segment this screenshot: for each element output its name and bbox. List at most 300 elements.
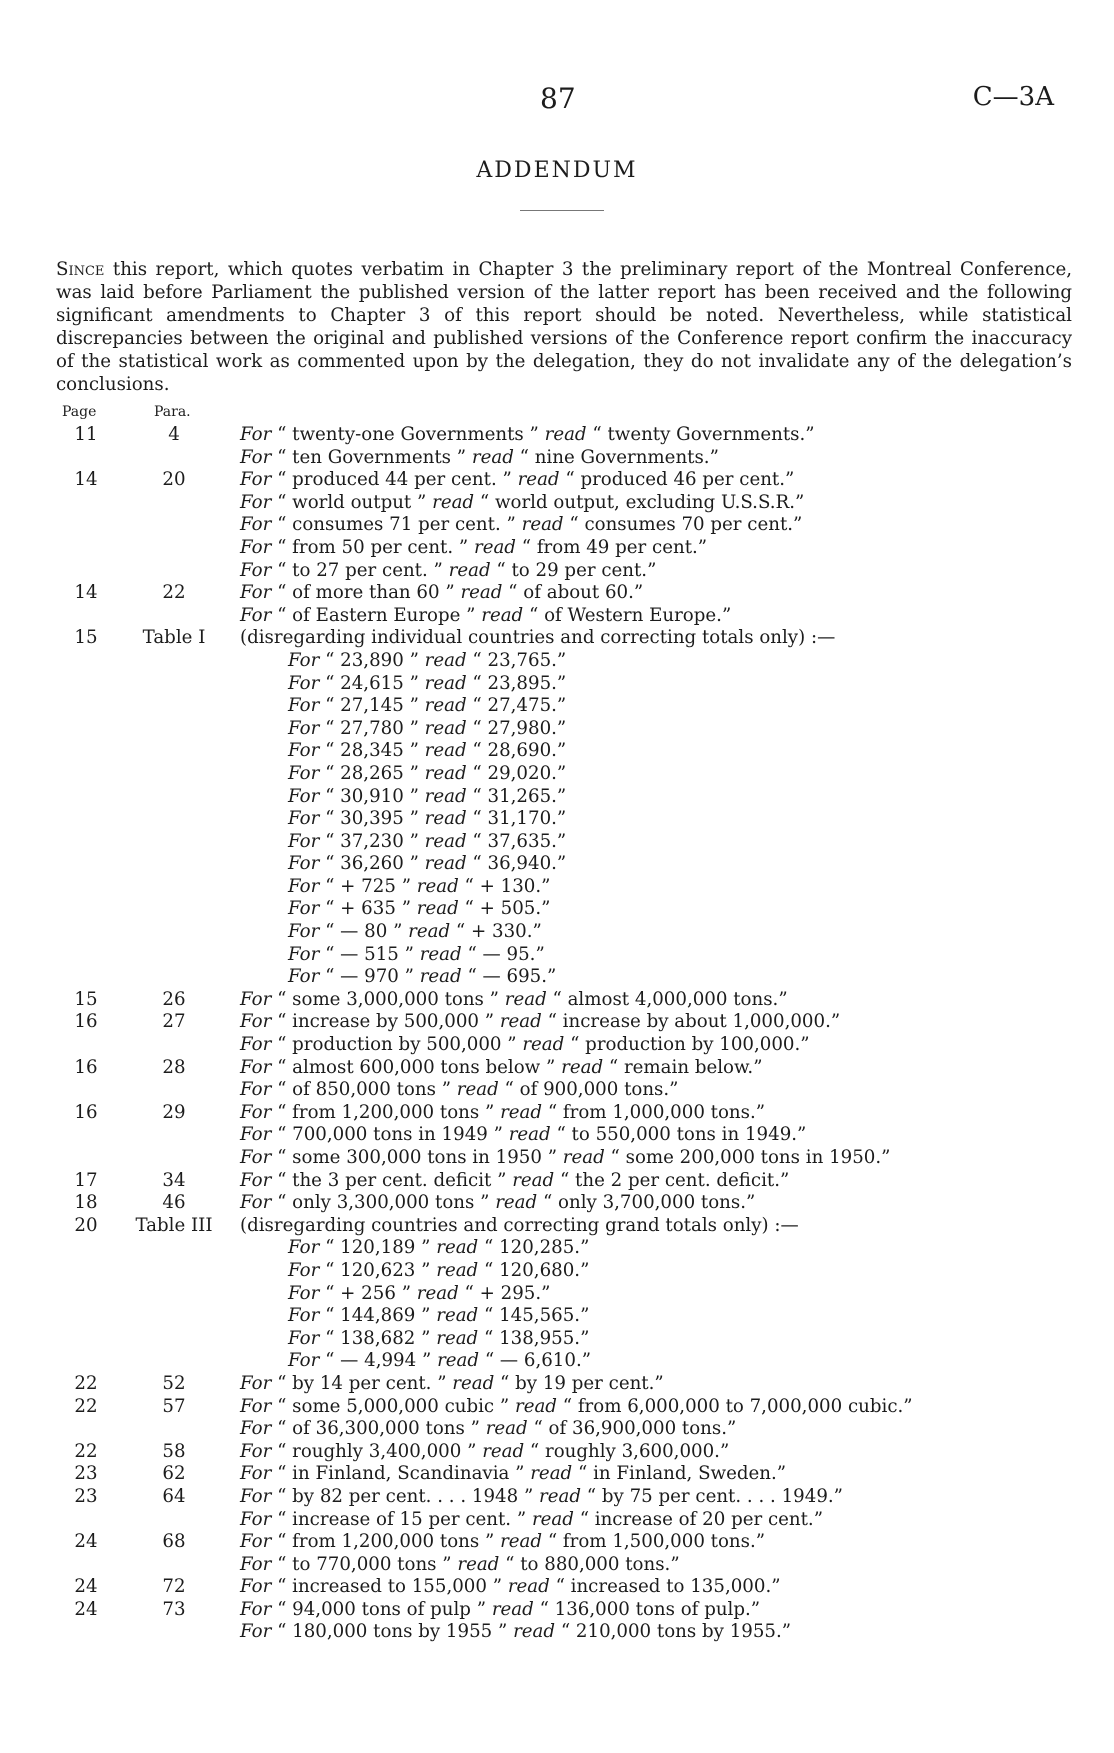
amendment-line — [56, 695, 1072, 718]
entry-para: 72 — [162, 1576, 186, 1598]
corrected-text: + 330. — [470, 921, 533, 943]
correction-text: For “ + 635 ” read “ + 505.” — [288, 898, 551, 920]
entry-page: 16 — [74, 1056, 98, 1078]
for-word: For — [240, 1147, 272, 1168]
for-word: For — [240, 1124, 272, 1146]
entry-page: 17 — [74, 1169, 98, 1191]
corrected-text: 37,635. — [487, 830, 557, 852]
amendment-entry — [56, 1463, 1072, 1486]
read-word: read — [424, 740, 467, 762]
correction-text: For “ 138,682 ” read “ 138,955.” — [288, 1327, 590, 1349]
original-text: from 1,200,000 tons — [292, 1531, 480, 1553]
amendment-line — [56, 1034, 1072, 1057]
read-word: read — [419, 943, 462, 965]
for-word: For — [240, 1576, 272, 1598]
read-word: read — [530, 1463, 573, 1485]
read-word: read — [513, 1621, 556, 1643]
corrected-text: 31,170. — [487, 808, 557, 830]
correction-text: For “ 120,623 ” read “ 120,680.” — [288, 1259, 590, 1281]
read-word: read — [562, 1147, 605, 1168]
corrected-text: 31,265. — [487, 785, 557, 807]
corrected-text: almost 4,000,000 tons. — [567, 988, 779, 1010]
amendment-line — [56, 627, 1072, 650]
amendment-entry — [56, 1599, 1072, 1644]
amendment-line — [56, 1621, 1072, 1644]
for-word: For — [240, 604, 272, 626]
corrected-text: 145,565. — [499, 1305, 581, 1327]
for-word: For — [240, 469, 272, 491]
amendment-line — [56, 1147, 1072, 1170]
original-text: increase of 15 per cent. — [292, 1508, 512, 1530]
amendment-line — [56, 718, 1072, 741]
entry-para: 28 — [162, 1056, 186, 1078]
read-word: read — [416, 875, 459, 897]
for-word: For — [240, 1372, 272, 1394]
amendment-entry — [56, 582, 1072, 627]
correction-text: For “ 36,260 ” read “ 36,940.” — [288, 853, 567, 875]
original-text: in Finland, Scandinavia — [292, 1463, 510, 1485]
entry-para: 64 — [162, 1485, 186, 1507]
original-text: + 725 — [340, 875, 396, 897]
amendment-entry — [56, 1102, 1072, 1170]
corrected-text: remain below. — [623, 1056, 754, 1078]
read-word: read — [416, 898, 459, 920]
corrected-text: production by 100,000. — [585, 1034, 801, 1056]
original-text: to 770,000 tons — [292, 1553, 437, 1575]
correction-text: For “ — 515 ” read “ — 95.” — [288, 943, 545, 965]
entry-para: 68 — [162, 1531, 186, 1553]
correction-text: For “ — 970 ” read “ — 695.” — [288, 966, 557, 988]
correction-text: For “ of more than 60 ” read “ of about 60.” — [240, 582, 644, 604]
read-word: read — [508, 1124, 551, 1146]
amendment-entry — [56, 1215, 1072, 1373]
corrected-text: roughly 3,600,000. — [545, 1440, 720, 1462]
entry-page: 15 — [74, 988, 98, 1010]
entry-para: Table III — [135, 1214, 213, 1236]
amendment-line — [56, 1599, 1072, 1622]
original-text: 138,682 — [340, 1327, 416, 1349]
read-word: read — [424, 830, 467, 852]
amendment-line — [56, 1509, 1072, 1532]
entry-page: 22 — [74, 1440, 98, 1462]
for-word: For — [240, 514, 272, 536]
amendment-line — [56, 1215, 1072, 1238]
original-text: 120,623 — [340, 1259, 416, 1281]
original-text: 94,000 tons of pulp — [292, 1598, 471, 1620]
for-word: For — [288, 717, 320, 739]
amendment-line — [56, 1283, 1072, 1306]
correction-text: For “ some 3,000,000 tons ” read “ almost 4,000,000 tons.” — [240, 988, 788, 1010]
entry-para: 62 — [162, 1463, 186, 1485]
column-header-page: Page — [62, 404, 97, 420]
read-word: read — [436, 1327, 479, 1349]
entry-page: 16 — [74, 1011, 98, 1033]
for-word: For — [288, 921, 320, 943]
document-reference: C—3A — [972, 82, 1054, 112]
for-word: For — [288, 875, 320, 897]
entry-para: 57 — [162, 1395, 186, 1417]
read-word: read — [481, 604, 524, 626]
entry-page: 22 — [74, 1395, 98, 1417]
original-text: 700,000 tons in 1949 — [292, 1124, 488, 1146]
corrected-text: some 200,000 tons in 1950. — [625, 1147, 882, 1168]
read-word: read — [424, 785, 467, 807]
original-text: the 3 per cent. deficit — [292, 1169, 492, 1191]
for-word: For — [240, 1598, 272, 1620]
table-note: (disregarding countries and correcting grand totals only) :— — [240, 1214, 799, 1236]
amendment-entry — [56, 1531, 1072, 1576]
original-text: of more than 60 — [292, 582, 440, 604]
amendment-line — [56, 1102, 1072, 1125]
amendment-entry — [56, 1170, 1072, 1193]
for-word: For — [240, 1463, 272, 1485]
correction-text: For “ 27,780 ” read “ 27,980.” — [288, 717, 567, 739]
corrected-text: 120,680. — [499, 1259, 581, 1281]
title-divider — [520, 210, 604, 211]
corrected-text: 27,475. — [487, 695, 557, 717]
amendment-line — [56, 1328, 1072, 1351]
original-text: 30,395 — [340, 808, 404, 830]
read-word: read — [495, 1192, 538, 1214]
for-word: For — [288, 1350, 320, 1372]
amendment-entry — [56, 1441, 1072, 1464]
amendment-line — [56, 1350, 1072, 1373]
for-word: For — [240, 1101, 272, 1123]
entry-para: 46 — [162, 1192, 186, 1214]
corrected-text: + 130. — [479, 875, 542, 897]
amendment-line — [56, 1079, 1072, 1102]
amendment-entry — [56, 1373, 1072, 1396]
corrected-text: of about 60. — [523, 582, 634, 604]
correction-text: For “ ten Governments ” read “ nine Governments.” — [240, 446, 719, 468]
entry-para: 58 — [162, 1440, 186, 1462]
amendment-line — [56, 989, 1072, 1012]
for-word: For — [288, 830, 320, 852]
original-text: by 82 per cent. . . . 1948 — [292, 1485, 519, 1507]
for-word: For — [288, 1327, 320, 1349]
amendment-line — [56, 1170, 1072, 1193]
corrected-text: 28,690. — [487, 740, 557, 762]
corrected-text: 136,000 tons of pulp. — [554, 1598, 751, 1620]
for-word: For — [240, 559, 272, 581]
correction-text: For “ world output ” read “ world output, excluding U.S.S.R.” — [240, 491, 805, 513]
read-word: read — [452, 1372, 495, 1394]
original-text: 27,780 — [340, 717, 404, 739]
page-title: ADDENDUM — [476, 158, 638, 183]
read-word: read — [460, 582, 503, 604]
read-word: read — [507, 1576, 550, 1598]
for-word: For — [288, 762, 320, 784]
for-word: For — [240, 988, 272, 1010]
original-text: 28,265 — [340, 762, 404, 784]
corrected-text: from 6,000,000 to 7,000,000 cubic. — [577, 1395, 904, 1417]
read-word: read — [471, 446, 514, 468]
amendment-line — [56, 1192, 1072, 1215]
correction-text: For “ increased to 155,000 ” read “ increased to 135,000.” — [240, 1576, 781, 1598]
read-word: read — [416, 1282, 459, 1304]
entry-para: 26 — [162, 988, 186, 1010]
original-text: 30,910 — [340, 785, 404, 807]
amendment-entry — [56, 469, 1072, 582]
original-text: 180,000 tons by 1955 — [292, 1621, 493, 1643]
correction-text: For “ only 3,300,000 tons ” read “ only 3,700,000 tons.” — [240, 1192, 756, 1214]
original-text: + 256 — [340, 1282, 396, 1304]
amendment-line — [56, 1554, 1072, 1577]
correction-text: For “ from 1,200,000 tons ” read “ from 1,000,000 tons.” — [240, 1101, 766, 1123]
corrected-text: in Finland, Sweden. — [593, 1463, 777, 1485]
amendment-line — [56, 1373, 1072, 1396]
read-word: read — [432, 491, 475, 513]
for-word: For — [288, 695, 320, 717]
correction-text: For “ 180,000 tons by 1955 ” read “ 210,000 tons by 1955.” — [240, 1621, 792, 1643]
read-word: read — [491, 1598, 534, 1620]
read-word: read — [522, 1034, 565, 1056]
entry-para: Table I — [142, 627, 206, 649]
original-text: some 3,000,000 tons — [292, 988, 484, 1010]
entry-page: 14 — [74, 582, 98, 604]
read-word: read — [419, 966, 462, 988]
corrected-text: nine Governments. — [534, 446, 710, 468]
corrected-text: of 900,000 tons. — [519, 1079, 670, 1101]
read-word: read — [485, 1418, 528, 1440]
read-word: read — [515, 1395, 557, 1417]
amendment-entry — [56, 1396, 1072, 1441]
corrected-text: increase by about 1,000,000. — [562, 1011, 831, 1033]
entry-para: 29 — [162, 1101, 186, 1123]
entry-page: 16 — [74, 1101, 98, 1123]
original-text: production by 500,000 — [292, 1034, 502, 1056]
corrected-text: — 6,610. — [499, 1350, 582, 1372]
amendment-line — [56, 831, 1072, 854]
amendments-table — [56, 404, 1072, 1644]
amendment-line — [56, 673, 1072, 696]
correction-text: For “ in Finland, Scandinavia ” read “ in Finland, Sweden.” — [240, 1463, 787, 1485]
corrected-text: 120,285. — [499, 1237, 581, 1259]
corrected-text: the 2 per cent. deficit. — [575, 1169, 781, 1191]
entry-page: 14 — [74, 469, 98, 491]
amendment-line — [56, 966, 1072, 989]
amendment-line — [56, 786, 1072, 809]
correction-text: For “ 23,890 ” read “ 23,765.” — [288, 649, 567, 671]
amendment-line — [56, 1463, 1072, 1486]
for-word: For — [288, 1282, 320, 1304]
for-word: For — [288, 898, 320, 920]
correction-text: For “ from 50 per cent. ” read “ from 49 per cent.” — [240, 536, 708, 558]
amendment-entry — [56, 989, 1072, 1012]
correction-text: For “ 94,000 tons of pulp ” read “ 136,000 tons of pulp.” — [240, 1598, 761, 1620]
entry-para: 52 — [162, 1372, 186, 1394]
original-text: — 80 — [340, 921, 388, 943]
correction-text: For “ some 300,000 tons in 1950 ” read “ some 200,000 tons in 1950.” — [240, 1147, 891, 1168]
original-text: from 50 per cent. — [292, 536, 454, 558]
corrected-text: from 49 per cent. — [536, 536, 698, 558]
for-word: For — [288, 966, 320, 988]
for-word: For — [240, 1079, 272, 1101]
amendment-line — [56, 808, 1072, 831]
amendment-line — [56, 1486, 1072, 1509]
original-text: 23,890 — [340, 649, 404, 671]
correction-text: For “ almost 600,000 tons below ” read “ remain below.” — [240, 1056, 763, 1078]
original-text: some 5,000,000 cubic — [292, 1395, 495, 1417]
correction-text: For “ production by 500,000 ” read “ production by 100,000.” — [240, 1034, 810, 1056]
for-word: For — [240, 1169, 272, 1191]
correction-text: For “ 144,869 ” read “ 145,565.” — [288, 1305, 590, 1327]
correction-text: For “ twenty-one Governments ” read “ twenty Governments.” — [240, 424, 815, 445]
read-word: read — [561, 1056, 604, 1078]
corrected-text: 210,000 tons by 1955. — [575, 1621, 782, 1643]
read-word: read — [424, 672, 467, 694]
entry-para: 73 — [162, 1598, 186, 1620]
page-number: 87 — [540, 82, 576, 115]
original-text: of 36,300,000 tons — [292, 1418, 465, 1440]
correction-text: For “ 28,345 ” read “ 28,690.” — [288, 740, 567, 762]
read-word: read — [474, 536, 516, 558]
read-word: read — [436, 1259, 479, 1281]
read-word: read — [500, 1101, 543, 1123]
for-word: For — [288, 740, 320, 762]
read-word: read — [424, 853, 467, 875]
amendment-line — [56, 876, 1072, 899]
read-word: read — [544, 424, 587, 445]
correction-text: For “ 28,265 ” read “ 29,020.” — [288, 762, 567, 784]
column-header-para: Para. — [154, 404, 191, 420]
correction-text: For “ + 256 ” read “ + 295.” — [288, 1282, 551, 1304]
corrected-text: 36,940. — [487, 853, 557, 875]
for-word: For — [240, 1553, 272, 1575]
correction-text: For “ roughly 3,400,000 ” read “ roughly 3,600,000.” — [240, 1440, 730, 1462]
read-word: read — [531, 1508, 574, 1530]
original-text: from 1,200,000 tons — [292, 1101, 480, 1123]
amendment-line — [56, 1418, 1072, 1441]
read-word: read — [539, 1485, 581, 1507]
for-word: For — [240, 491, 272, 513]
correction-text: For “ some 5,000,000 cubic ” read “ from 6,000,000 to 7,000,000 cubic.” — [240, 1395, 913, 1417]
amendment-line — [56, 1124, 1072, 1147]
corrected-text: increased to 135,000. — [570, 1576, 772, 1598]
correction-text: For “ to 770,000 tons ” read “ to 880,000 tons.” — [240, 1553, 680, 1575]
correction-text: For “ + 725 ” read “ + 130.” — [288, 875, 551, 897]
amendment-line — [56, 582, 1072, 605]
correction-text: For “ of Eastern Europe ” read “ of Western Europe.” — [240, 604, 732, 626]
amendment-line — [56, 537, 1072, 560]
entry-para: 4 — [168, 424, 180, 445]
correction-text: For “ increase by 500,000 ” read “ increase by about 1,000,000.” — [240, 1011, 841, 1033]
for-word: For — [288, 853, 320, 875]
original-text: 37,230 — [340, 830, 404, 852]
for-word: For — [240, 536, 272, 558]
original-text: consumes 71 per cent. — [292, 514, 501, 536]
read-word: read — [499, 1011, 542, 1033]
entry-para: 20 — [162, 469, 186, 491]
entry-page: 22 — [74, 1372, 98, 1394]
for-word: For — [240, 1485, 272, 1507]
for-word: For — [240, 1440, 272, 1462]
entry-page: 24 — [74, 1531, 98, 1553]
for-word: For — [240, 1418, 272, 1440]
corrected-text: to 880,000 tons. — [520, 1553, 671, 1575]
original-text: some 300,000 tons in 1950 — [292, 1147, 542, 1168]
correction-text: For “ of 850,000 tons ” read “ of 900,000 tons.” — [240, 1079, 679, 1101]
correction-text: For “ 24,615 ” read “ 23,895.” — [288, 672, 567, 694]
entry-para: 34 — [162, 1169, 186, 1191]
original-text: 144,869 — [340, 1305, 416, 1327]
read-word: read — [500, 1531, 543, 1553]
corrected-text: 29,020. — [487, 762, 557, 784]
amendment-line — [56, 898, 1072, 921]
amendment-line — [56, 424, 1072, 447]
table-note: (disregarding individual countries and correcting totals only) :— — [240, 627, 836, 649]
for-word: For — [240, 1621, 272, 1643]
for-word: For — [288, 1259, 320, 1281]
original-text: 36,260 — [340, 853, 404, 875]
entry-page: 11 — [74, 424, 98, 445]
amendment-line — [56, 1011, 1072, 1034]
original-text: only 3,300,000 tons — [292, 1192, 475, 1214]
original-text: twenty-one Governments — [292, 424, 524, 445]
corrected-text: by 19 per cent. — [515, 1372, 655, 1394]
corrected-text: — 695. — [482, 966, 548, 988]
amendment-line — [56, 469, 1072, 492]
corrected-text: by 75 per cent. . . . 1949. — [601, 1485, 834, 1507]
original-text: + 635 — [340, 898, 396, 920]
for-word: For — [288, 808, 320, 830]
correction-text: For “ from 1,200,000 tons ” read “ from 1,500,000 tons.” — [240, 1531, 766, 1553]
read-word: read — [482, 1440, 525, 1462]
original-text: almost 600,000 tons below — [292, 1056, 541, 1078]
for-word: For — [240, 1395, 272, 1417]
original-text: by 14 per cent. — [292, 1372, 432, 1394]
read-word: read — [424, 808, 467, 830]
for-word: For — [240, 1011, 272, 1033]
for-word: For — [288, 785, 320, 807]
corrected-text: to 29 per cent. — [511, 559, 648, 581]
original-text: 120,189 — [340, 1237, 416, 1259]
amendment-entry — [56, 1486, 1072, 1531]
amendment-line — [56, 1057, 1072, 1080]
original-text: 28,345 — [340, 740, 404, 762]
read-word: read — [436, 1305, 479, 1327]
corrected-text: 23,895. — [487, 672, 557, 694]
for-word: For — [240, 446, 272, 468]
corrected-text: 23,765. — [487, 649, 557, 671]
corrected-text: + 295. — [479, 1282, 542, 1304]
original-text: produced 44 per cent. — [292, 469, 497, 491]
correction-text: For “ — 4,994 ” read “ — 6,610.” — [288, 1350, 592, 1372]
for-word: For — [288, 649, 320, 671]
column-headers — [56, 404, 1072, 424]
amendment-line — [56, 1441, 1072, 1464]
correction-text: For “ 27,145 ” read “ 27,475.” — [288, 695, 567, 717]
correction-text: For “ 700,000 tons in 1949 ” read “ to 550,000 tons in 1949.” — [240, 1124, 807, 1146]
read-word: read — [521, 514, 564, 536]
original-text: — 970 — [340, 966, 399, 988]
amendment-line — [56, 560, 1072, 583]
for-word: For — [240, 1056, 272, 1078]
correction-text: For “ 30,395 ” read “ 31,170.” — [288, 808, 567, 830]
for-word: For — [240, 1034, 272, 1056]
correction-text: For “ consumes 71 per cent. ” read “ consumes 70 per cent.” — [240, 514, 803, 536]
original-text: increase by 500,000 — [292, 1011, 479, 1033]
for-word: For — [288, 1305, 320, 1327]
correction-text: For “ the 3 per cent. deficit ” read “ the 2 per cent. deficit.” — [240, 1169, 790, 1191]
entry-page: 20 — [74, 1214, 98, 1236]
original-text: — 515 — [340, 943, 399, 965]
intro-text: this report, which quotes verbatim in Chapter 3 the preliminary report of the Montreal Conference, was laid before Parliament the published version of the latter report has been received and the following significant amendments to Chapter 3 of this report should be noted. Nevertheless, while statistical discrepancies between the original and published versions of the Conference report confirm the inaccuracy of the statistical work as commented upon by the delegation, they do not invalidate any of the delegation’s conclusions. — [56, 259, 1072, 396]
corrected-text: world output, excluding U.S.S.R. — [494, 491, 796, 513]
original-text: 27,145 — [340, 695, 404, 717]
read-word: read — [457, 1553, 500, 1575]
original-text: of Eastern Europe — [292, 604, 461, 626]
